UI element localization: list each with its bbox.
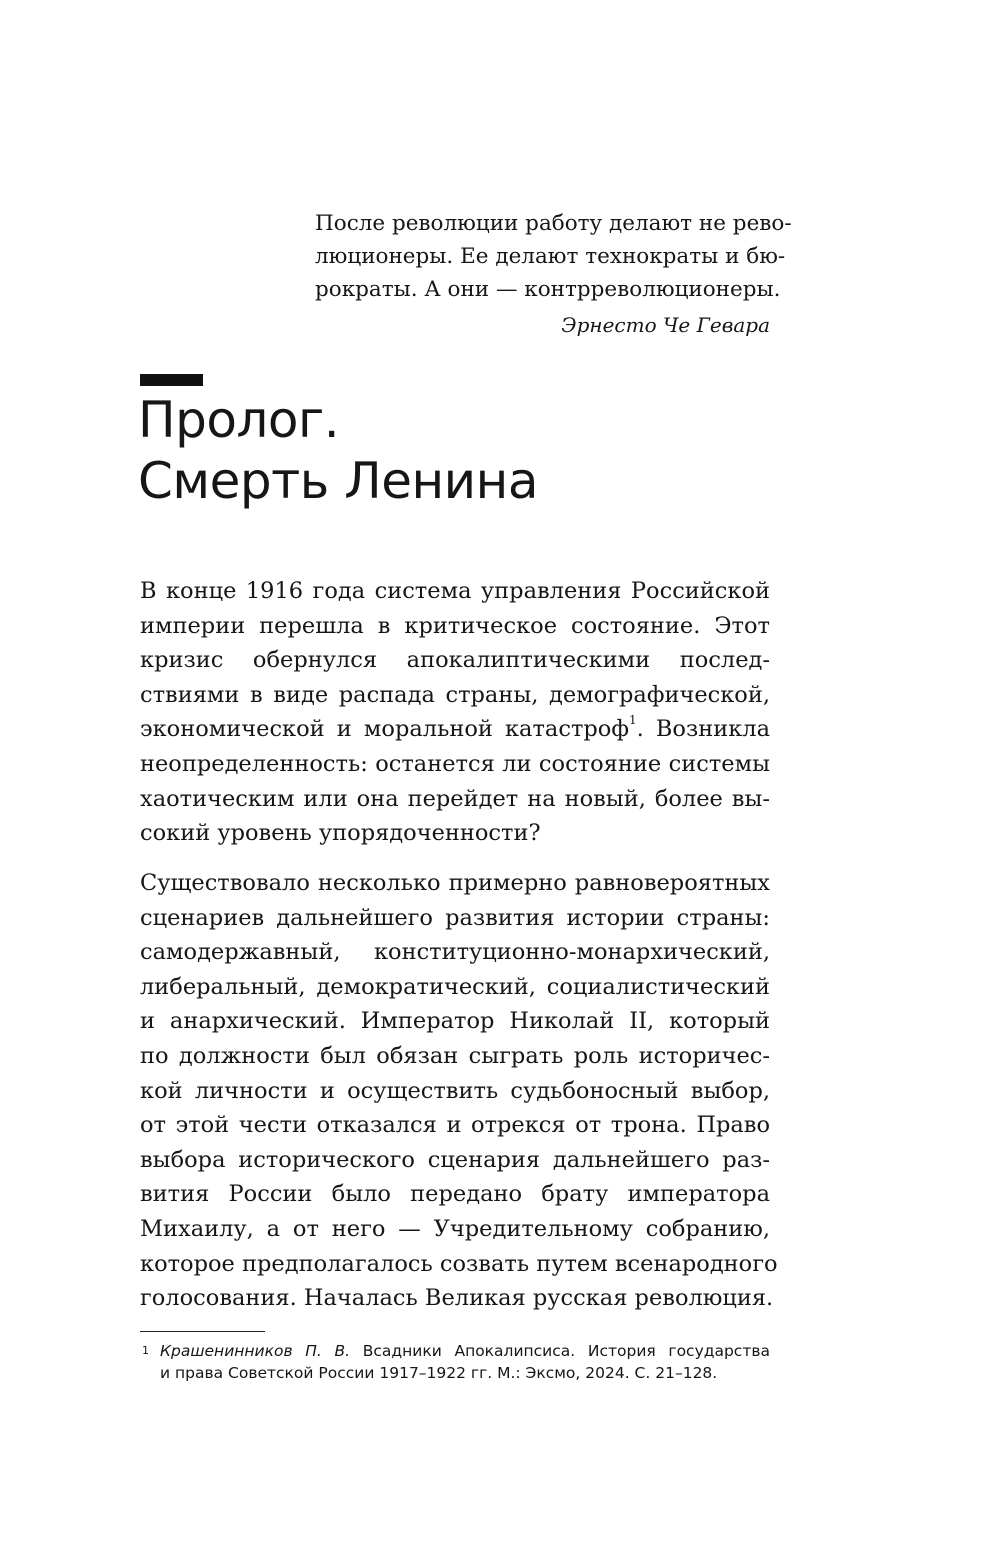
footnote-divider <box>140 1331 265 1332</box>
text-line: которое предполагалось созвать путем всенародного <box>140 1250 778 1277</box>
text-line: неопределенность: останется ли состояние системы <box>140 750 770 777</box>
footnote-line: и права Советской России 1917–1922 гг. М.: Эксмо, 2024. С. 21–128. <box>160 1364 718 1382</box>
text-line: империи перешла в критическое состояние. Этот <box>140 612 770 639</box>
epigraph-line: рократы. А они — контрреволюционеры. <box>315 277 781 302</box>
text-line: сокий уровень упорядоченности? <box>140 820 541 847</box>
paragraph-2 <box>140 866 778 1316</box>
text-line: по должности был обязан сыграть роль историчес- <box>140 1042 770 1069</box>
text-line: кой личности и осуществить судьбоносный выбор, <box>140 1077 770 1104</box>
epigraph-line: люционеры. Ее делают технократы и бю- <box>315 244 786 269</box>
footnote-reference[interactable]: 1 <box>628 713 637 728</box>
text-fragment: экономической и моральной катастроф <box>140 716 629 743</box>
text-line: вития России было передано брату императора <box>140 1181 770 1208</box>
footnote-number: 1 <box>142 1344 149 1357</box>
text-line: В конце 1916 года система управления Российской <box>140 578 770 604</box>
footnote-line <box>160 1340 770 1362</box>
text-line: самодержавный, конституционно-монархический, <box>140 939 770 966</box>
text-line: и анархический. Император Николай II, который <box>140 1008 770 1035</box>
text-line: выбора исторического сценария дальнейшего раз- <box>140 1146 770 1173</box>
text-line: Существовало несколько примерно равновероятных <box>140 870 770 896</box>
footnote-author: Крашенинников П. В. <box>160 1342 351 1360</box>
text-fragment: . Возникла <box>636 716 770 743</box>
footnote-text: Всадники Апокалипсиса. История государства <box>350 1342 770 1360</box>
paragraph-1 <box>140 574 770 851</box>
footnote <box>142 1340 770 1384</box>
epigraph-author: Эрнесто Че Гевара <box>561 313 770 337</box>
chapter-title-line: Смерть Ленина <box>138 452 538 510</box>
text-line: ствиями в виде распада страны, демографической, <box>140 681 770 708</box>
chapter-title <box>138 390 838 512</box>
epigraph <box>315 207 792 306</box>
epigraph-line: После революции работу делают не рево- <box>315 211 792 236</box>
text-line: от этой чести отказался и отрекся от трона. Право <box>140 1112 770 1139</box>
chapter-decor-bar <box>140 374 203 386</box>
text-line: хаотическим или она перейдет на новый, более вы- <box>140 785 770 812</box>
text-line: Михаилу, а от него — Учредительному собранию, <box>140 1215 770 1242</box>
text-line: либеральный, демократический, социалистический <box>140 973 770 1000</box>
text-line-with-footnote <box>140 712 770 747</box>
chapter-title-line: Пролог. <box>138 391 340 449</box>
text-line: сценариев дальнейшего развития истории страны: <box>140 904 770 931</box>
text-line: кризис обернулся апокалиптическими послед- <box>140 647 770 674</box>
text-line: голосования. Началась Великая русская революция. <box>140 1285 774 1312</box>
